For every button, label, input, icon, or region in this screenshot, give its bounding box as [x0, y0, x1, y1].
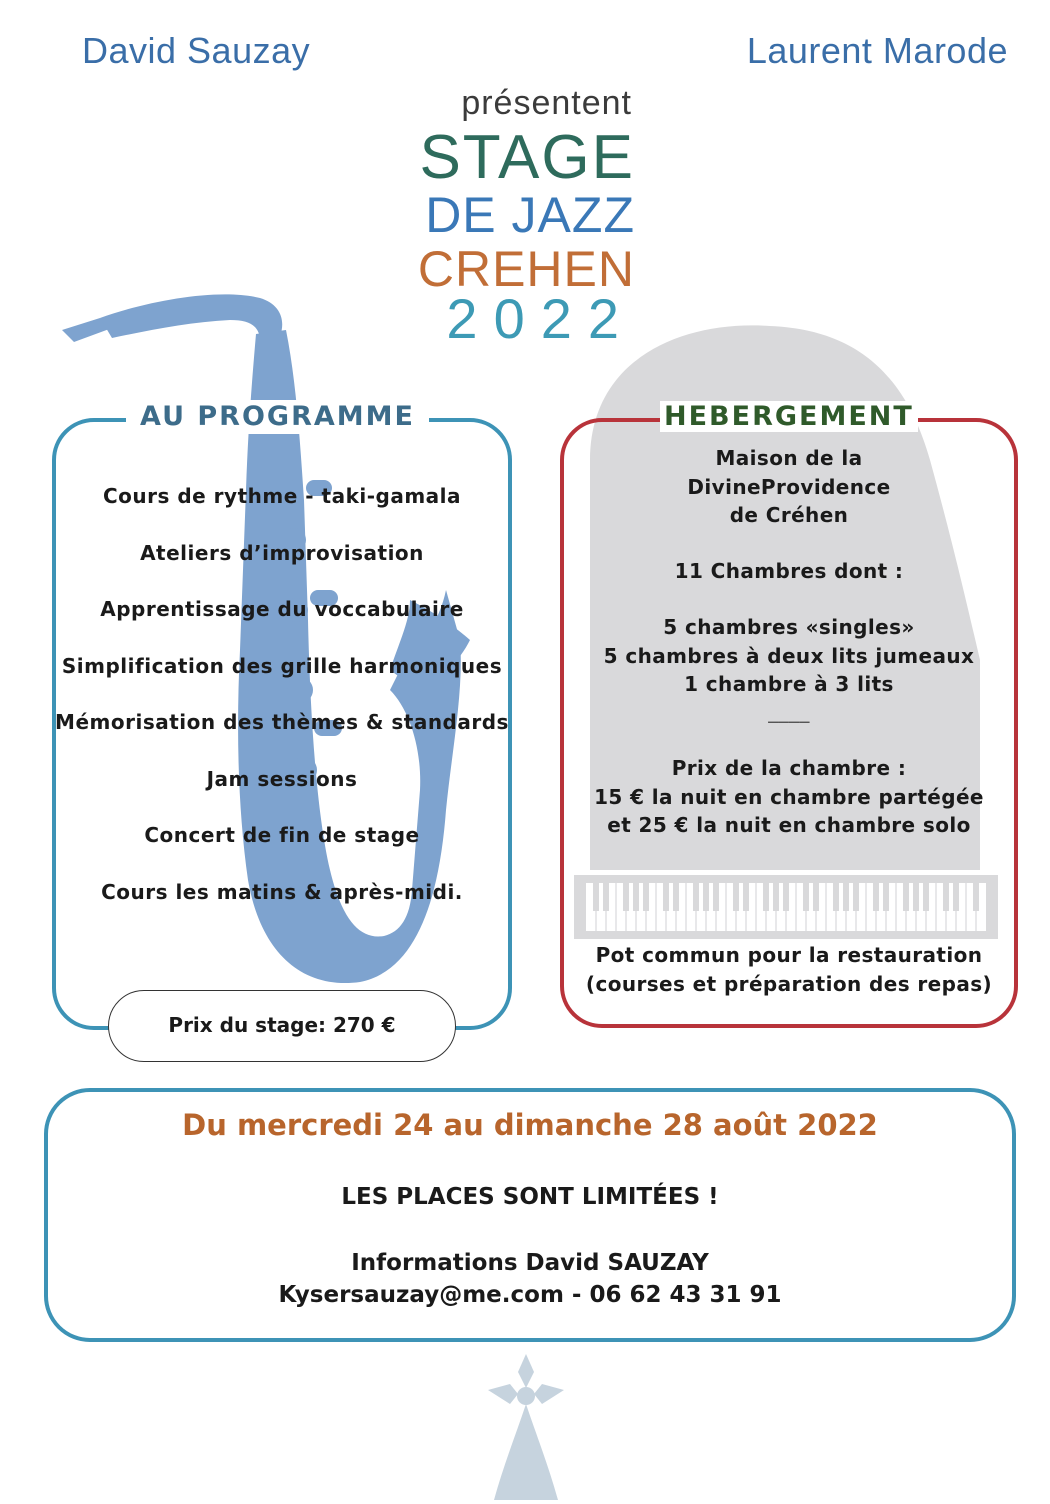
hebergement-heading-text: HEBERGEMENT [660, 401, 918, 432]
hebergement-heading [646, 400, 932, 434]
place-line: Maison de la [715, 446, 863, 470]
programme-item: Concert de fin de stage [144, 823, 420, 847]
hebergement-food [560, 941, 1018, 998]
hebergement-rooms [560, 613, 1018, 699]
programme-item: Ateliers d’improvisation [140, 540, 424, 565]
place-line: DivineProvidence [687, 474, 891, 499]
title-year: 2022 [446, 287, 635, 350]
hebergement-place [560, 444, 1018, 530]
limited-places: LES PLACES SONT LIMITÉES ! [341, 1184, 719, 1210]
price-line: et 25 € la nuit en chambre solo [607, 813, 971, 837]
programme-list [52, 476, 512, 928]
stage-price-pill: Prix du stage: 270 € [108, 990, 456, 1062]
hebergement-prices [560, 754, 1018, 840]
programme-item: Cours les matins & après-midi. [101, 879, 463, 904]
title-de-jazz: DE JAZZ [425, 187, 635, 243]
dates: Du mercredi 24 au dimanche 28 août 2022 [182, 1108, 878, 1142]
contact-details: Kysersauzay@me.com - 06 62 43 31 91 [278, 1282, 782, 1308]
title-stage: STAGE [419, 123, 635, 192]
programme-item: Jam sessions [206, 766, 358, 791]
programme-item: Apprentissage du voccabulaire [100, 597, 464, 621]
food-line: (courses et préparation des repas) [585, 971, 993, 996]
rooms-total: 11 Chambres dont : [674, 559, 904, 583]
title-crehen: CREHEN [417, 241, 635, 297]
programme-item: Cours de rythme - taki-gamala [102, 484, 462, 508]
price-line: 15 € la nuit en chambre partégée [594, 784, 984, 809]
food-line: Pot commun pour la restauration [595, 943, 983, 967]
room-line: 5 chambres à deux lits jumeaux [603, 643, 975, 668]
programme-item: Mémorisation des thèmes & standards [55, 710, 509, 734]
info-contact-name: Informations David SAUZAY [351, 1250, 709, 1276]
separator: ____ [768, 699, 810, 723]
programme-heading: AU PROGRAMME [126, 400, 429, 434]
room-line: 1 chambre à 3 lits [684, 672, 894, 696]
price-line: Prix de la chambre : [671, 756, 907, 780]
title-presentent: présentent [461, 84, 632, 122]
room-line: 5 chambres «singles» [663, 615, 915, 639]
presenter-right: Laurent Marode [746, 30, 1008, 71]
presenter-left: David Sauzay [82, 30, 311, 71]
ermine-icon [488, 1354, 564, 1500]
place-line: de Créhen [729, 503, 849, 527]
programme-item: Simplification des grille harmoniques [61, 653, 503, 678]
